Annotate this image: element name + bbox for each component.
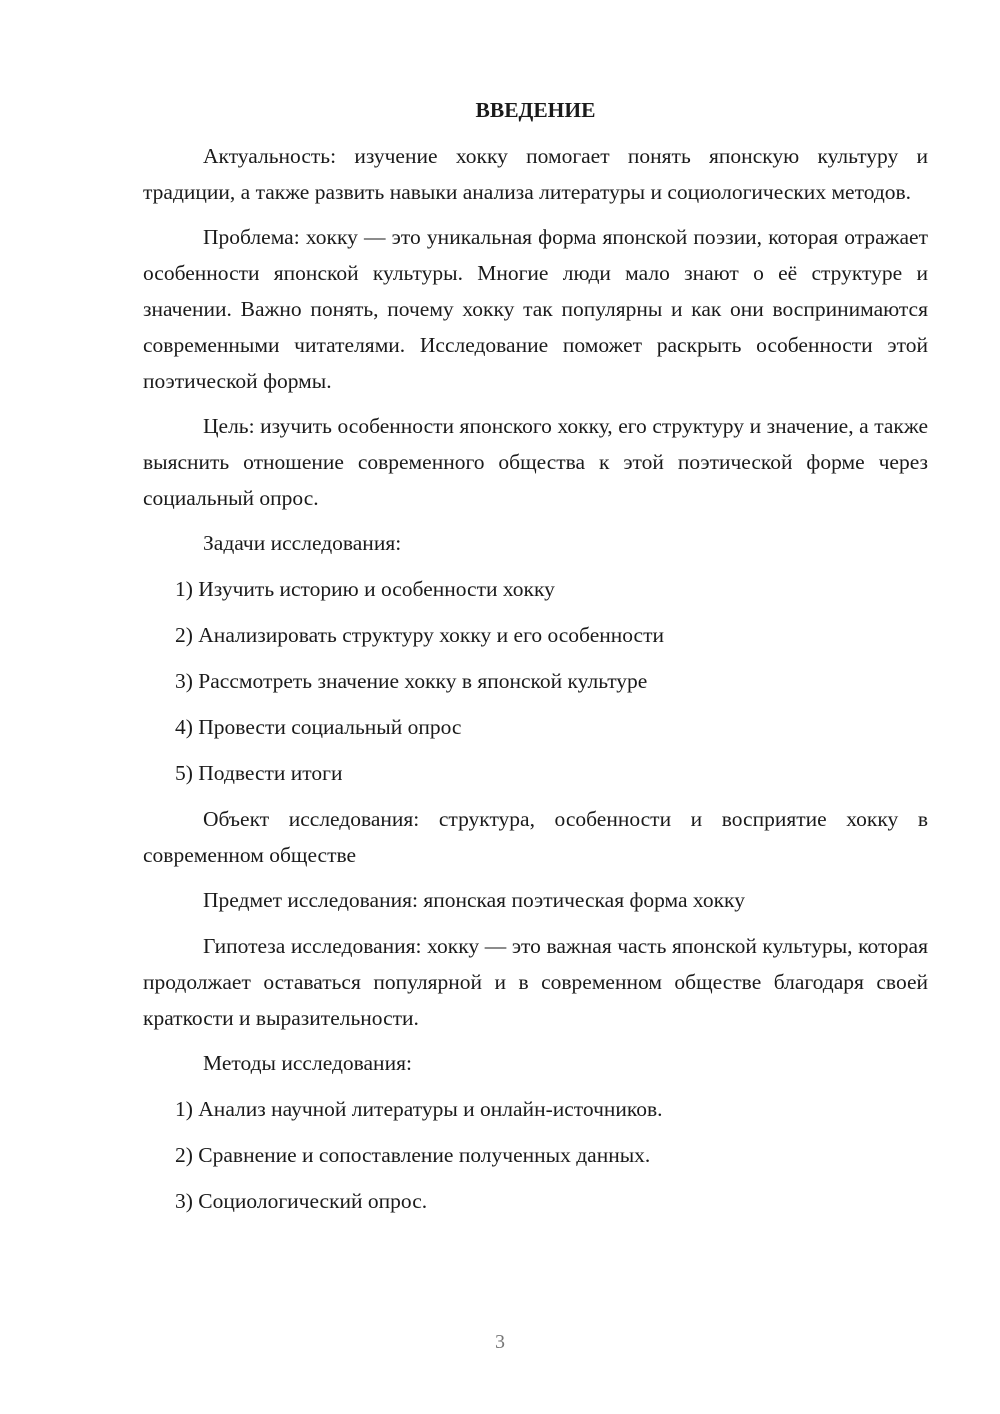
subject-paragraph: Предмет исследования: японская поэтическая форма хокку	[203, 888, 745, 912]
task-item: 4) Провести социальный опрос	[175, 715, 462, 739]
goal-paragraph: Цель: изучить особенности японского хокку, его структуру и значение, а также выяснить отношение современного общества к этой поэтической форме через социальный опрос.	[143, 414, 928, 510]
task-item: 3) Рассмотреть значение хокку в японской культуре	[175, 669, 648, 693]
relevance-paragraph: Актуальность: изучение хокку помогает понять японскую культуру и традиции, а также развить навыки анализа литературы и социологических методов.	[143, 144, 928, 204]
method-item: 3) Социологический опрос.	[175, 1189, 428, 1213]
tasks-list	[143, 571, 928, 791]
method-item: 2) Сравнение и сопоставление полученных данных.	[175, 1143, 651, 1167]
task-item: 2) Анализировать структуру хокку и его особенности	[175, 623, 664, 647]
tasks-heading: Задачи исследования:	[203, 531, 402, 555]
task-item: 1) Изучить историю и особенности хокку	[175, 577, 555, 601]
document-page	[143, 92, 928, 1229]
object-paragraph: Объект исследования: структура, особенности и восприятие хокку в современном обществе	[143, 807, 928, 867]
methods-list	[143, 1091, 928, 1219]
hypothesis-paragraph: Гипотеза исследования: хокку — это важная часть японской культуры, которая продолжает оставаться популярной и в современном обществе благодаря своей краткости и выразительности.	[143, 934, 928, 1030]
problem-paragraph: Проблема: хокку — это уникальная форма японской поэзии, которая отражает особенности японской культуры. Многие люди мало знают о её структуре и значении. Важно понять, почему хокку так популярны и как они воспринимаются современными читателями. Исследование поможет раскрыть особенности этой поэтической формы.	[143, 225, 928, 393]
task-item: 5) Подвести итоги	[175, 761, 343, 785]
page-number: 3	[495, 1331, 505, 1353]
method-item: 1) Анализ научной литературы и онлайн-источников.	[175, 1097, 663, 1121]
methods-heading: Методы исследования:	[203, 1051, 412, 1075]
page-title: ВВЕДЕНИЕ	[475, 98, 596, 122]
